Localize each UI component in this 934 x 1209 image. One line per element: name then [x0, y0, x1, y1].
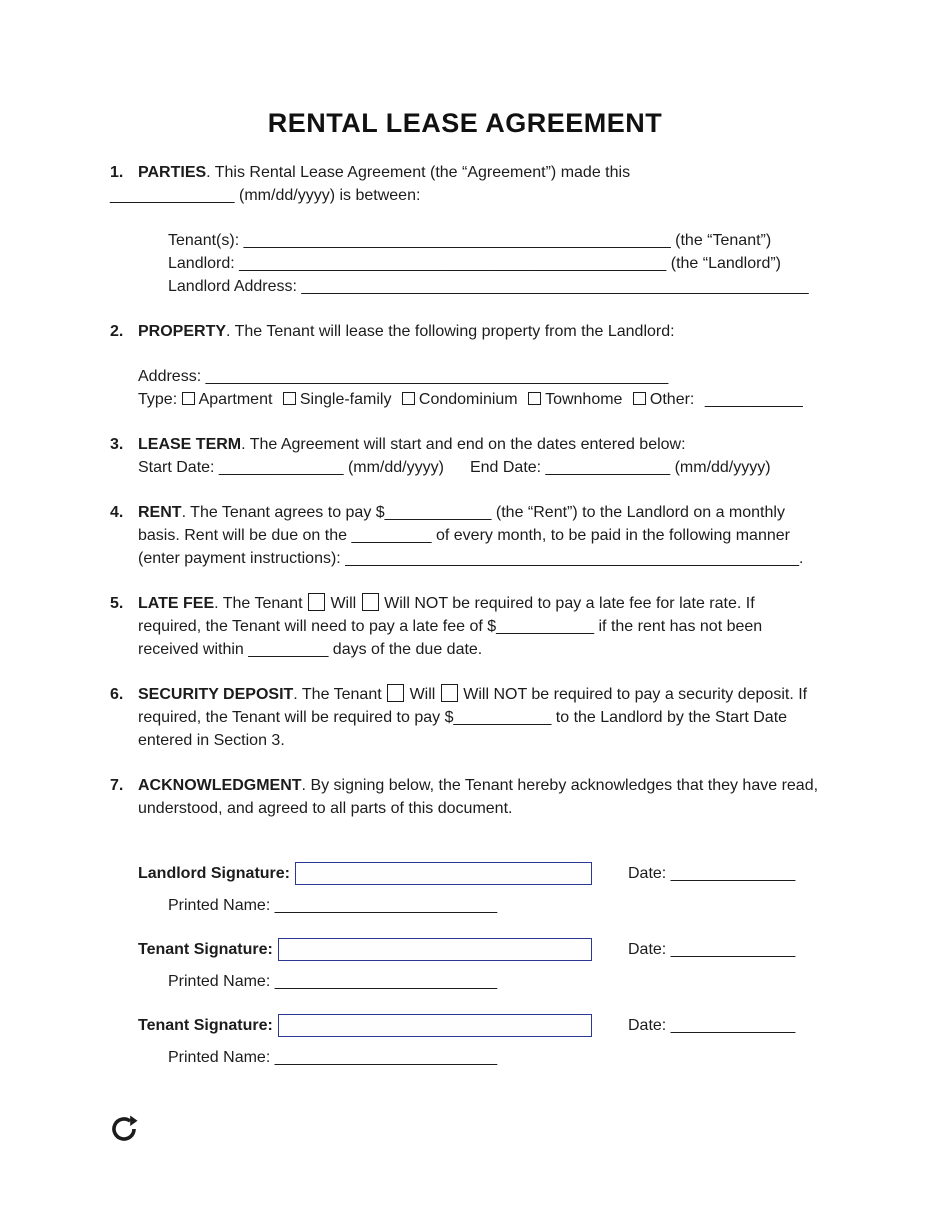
rent-paragraph — [138, 501, 820, 570]
date-blank: ______________ — [670, 865, 796, 882]
lease-dates-line — [138, 456, 820, 479]
date-label: Date: — [628, 865, 667, 882]
printed-name-label: Printed Name: — [168, 973, 271, 990]
signature-row — [138, 1014, 820, 1037]
page-title: RENTAL LEASE AGREEMENT — [267, 108, 663, 138]
signature-area — [138, 862, 820, 1069]
type-option-label: Other: — [649, 391, 695, 408]
checkbox-apartment[interactable] — [182, 392, 195, 405]
landlord-signature-label: Landlord Signature: — [138, 865, 290, 882]
end-date-line: End Date: ______________ (mm/dd/yyyy) — [469, 459, 771, 476]
type-option-label: Condominium — [418, 391, 518, 408]
late-fee-paragraph — [138, 592, 820, 661]
section-number: 6. — [110, 686, 124, 703]
section-heading: PROPERTY — [138, 323, 227, 340]
tenant-signature-field-1[interactable] — [278, 938, 592, 961]
section-lease-term — [110, 433, 820, 479]
late-fee-will-checkbox[interactable] — [308, 593, 325, 611]
landlord-address-line: Landlord Address: _________________________________________________________ — [168, 278, 809, 295]
section-heading: ACKNOWLEDGMENT — [138, 777, 302, 794]
date-line — [628, 862, 820, 885]
section-rent — [110, 501, 820, 570]
section-number: 7. — [110, 777, 124, 794]
section-body-text: . The Tenant — [214, 595, 303, 612]
checkbox-condominium[interactable] — [402, 392, 415, 405]
section-heading: PARTIES — [138, 164, 207, 181]
section-intro — [138, 433, 820, 456]
landlord-signature-group — [138, 862, 820, 917]
section-intro-text: . The Tenant will lease the following property from the Landlord: — [226, 323, 675, 340]
type-option-apartment — [182, 391, 273, 408]
type-option-other — [633, 391, 694, 408]
tenant-signature-group-2 — [138, 1014, 820, 1069]
start-date-line: Start Date: ______________ (mm/dd/yyyy) — [138, 459, 444, 476]
section-intro-continued: ______________ (mm/dd/yyyy) is between: — [110, 187, 421, 204]
printed-name-line — [168, 894, 820, 917]
date-label: Date: — [628, 941, 667, 958]
property-type-line — [138, 388, 820, 411]
other-blank: ___________ — [704, 391, 803, 408]
section-heading: LATE FEE — [138, 595, 215, 612]
section-body-text: Will NOT be required to pay a security deposit. If required, the Tenant will be required to pay $___________ to the Landlord by the Start Date entered in Section 3. — [138, 686, 808, 749]
section-intro — [138, 161, 820, 184]
type-option-townhome — [528, 391, 622, 408]
date-line — [628, 938, 820, 961]
late-fee-will-not-checkbox[interactable] — [362, 593, 379, 611]
section-security-deposit — [110, 683, 820, 752]
date-line — [628, 1014, 820, 1037]
tenant-name-line: Tenant(s): ________________________________________________ (the “Tenant”) — [168, 232, 772, 249]
date-label: Date: — [628, 1017, 667, 1034]
landlord-name-line: Landlord: ________________________________________________ (the “Landlord”) — [168, 255, 782, 272]
section-late-fee — [110, 592, 820, 661]
section-intro-text: . The Agreement will start and end on the dates entered below: — [241, 436, 686, 453]
printed-name-line — [168, 1046, 820, 1069]
date-blank: ______________ — [670, 941, 796, 958]
printed-name-blank: _________________________ — [274, 1049, 498, 1066]
section-number: 3. — [110, 436, 124, 453]
security-deposit-will-not-checkbox[interactable] — [441, 684, 458, 702]
section-body-text: . The Tenant agrees to pay $____________ (the “Rent”) to the Landlord on a monthly basis. Rent will be due on the _________ of every month, to be paid in the following manner (enter payment instructions): ___________________________________________________. — [138, 504, 804, 567]
section-number: 4. — [110, 504, 124, 521]
type-label: Type: — [138, 391, 178, 408]
section-intro-text: . This Rental Lease Agreement (the “Agreement”) made this — [206, 164, 631, 181]
section-intro — [138, 320, 820, 343]
printed-name-line — [168, 970, 820, 993]
will-label: Will — [409, 686, 436, 703]
checkbox-single-family[interactable] — [283, 392, 296, 405]
section-body-text: . By signing below, the Tenant hereby acknowledges that they have read, understood, and agreed to all parts of this document. — [138, 777, 819, 817]
printed-name-label: Printed Name: — [168, 1049, 271, 1066]
section-acknowledgment — [110, 774, 820, 820]
checkbox-townhome[interactable] — [528, 392, 541, 405]
logo — [110, 1115, 820, 1143]
printed-name-blank: _________________________ — [274, 973, 498, 990]
security-deposit-paragraph — [138, 683, 820, 752]
section-number: 5. — [110, 595, 124, 612]
will-label: Will — [330, 595, 357, 612]
section-heading: SECURITY DEPOSIT — [138, 686, 294, 703]
landlord-signature-field[interactable] — [295, 862, 592, 885]
type-option-label: Apartment — [198, 391, 273, 408]
tenant-signature-label: Tenant Signature: — [138, 1017, 273, 1034]
section-number: 2. — [110, 323, 124, 340]
section-parties — [110, 161, 820, 298]
section-heading: RENT — [138, 504, 182, 521]
type-option-label: Single-family — [299, 391, 392, 408]
parties-fields — [168, 229, 820, 298]
circular-arrow-icon — [110, 1115, 138, 1143]
signature-row — [138, 862, 820, 885]
signature-row — [138, 938, 820, 961]
printed-name-label: Printed Name: — [168, 897, 271, 914]
type-option-condominium — [402, 391, 518, 408]
tenant-signature-group-1 — [138, 938, 820, 993]
tenant-signature-label: Tenant Signature: — [138, 941, 273, 958]
checkbox-other[interactable] — [633, 392, 646, 405]
section-number: 1. — [110, 164, 124, 181]
security-deposit-will-checkbox[interactable] — [387, 684, 404, 702]
type-option-single-family — [283, 391, 392, 408]
printed-name-blank: _________________________ — [274, 897, 498, 914]
section-body-text: Will NOT be required to pay a late fee for late rate. If required, the Tenant will need to pay a late fee of $___________ if the rent has not been received within _________ days of the due date. — [138, 595, 763, 658]
acknowledgment-paragraph — [138, 774, 820, 820]
section-body-text: . The Tenant — [293, 686, 382, 703]
section-property — [110, 320, 820, 411]
tenant-signature-field-2[interactable] — [278, 1014, 592, 1037]
property-address-line: Address: ____________________________________________________ — [138, 368, 669, 385]
section-heading: LEASE TERM — [138, 436, 242, 453]
date-blank: ______________ — [670, 1017, 796, 1034]
type-option-label: Townhome — [545, 391, 623, 408]
